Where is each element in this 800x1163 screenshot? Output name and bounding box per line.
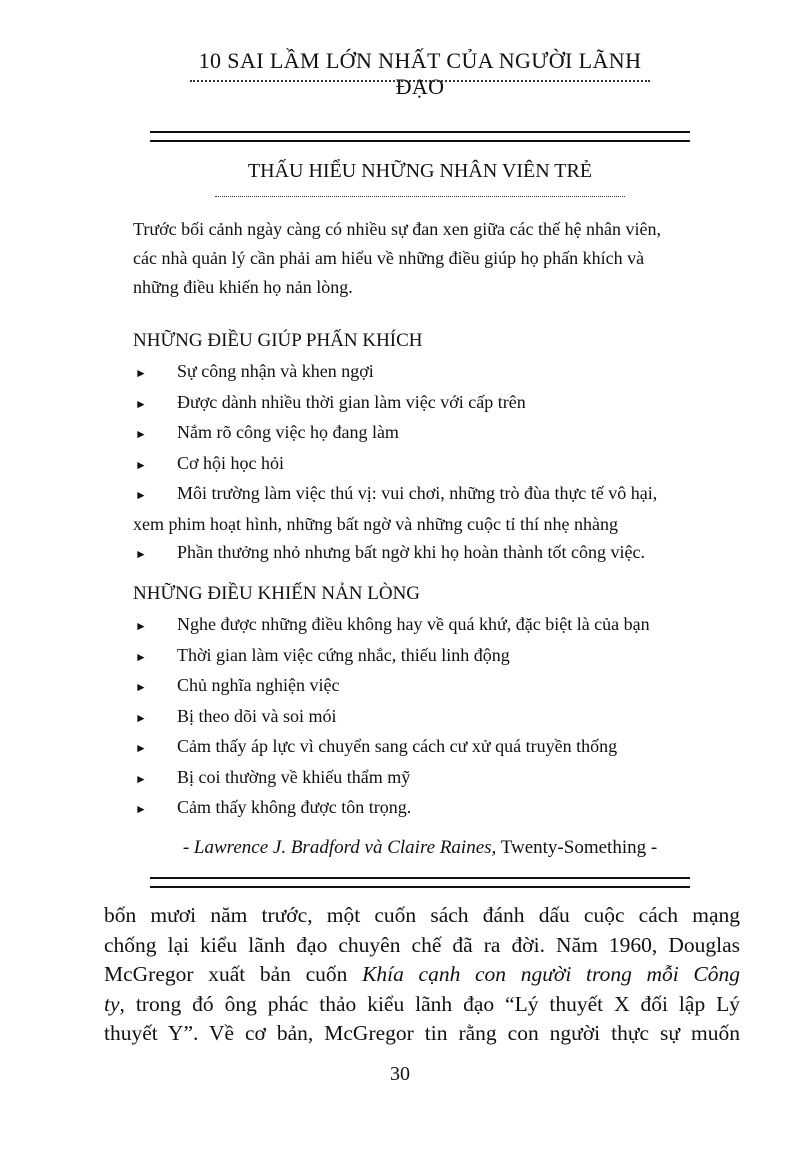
running-head-divider <box>190 80 650 82</box>
list-item: ► Bị coi thường về khiếu thẩm mỹ <box>133 763 713 794</box>
list-item: ► Nắm rõ công việc họ đang làm <box>133 418 713 449</box>
right-pointer-icon: ► <box>135 396 147 411</box>
body-line: bốn mươi năm trước, một cuốn sách đánh dấu cuộc cách mạng <box>104 903 740 927</box>
attribution-authors: - Lawrence J. Bradford và Claire Raines, <box>182 837 497 858</box>
sidebar-title-divider <box>215 196 625 197</box>
body-line: ty, trong đó ông phác thảo kiểu lãnh đạo “Lý thuyết X đối lập Lý <box>104 991 740 1016</box>
right-pointer-icon: ► <box>135 802 147 816</box>
sidebar-top-rule <box>150 131 690 142</box>
sidebar-attribution <box>150 837 690 859</box>
list-item: ► Sự công nhận và khen ngợi <box>133 357 713 388</box>
right-pointer-icon: ► <box>135 488 147 502</box>
list-item: ► Được dành nhiều thời gian làm việc với cấp trên <box>133 388 713 419</box>
running-head: 10 SAI LẦM LỚN NHẤT CỦA NGƯỜI LÃNH ĐẠO <box>198 48 642 99</box>
motivators-heading: NHỮNG ĐIỀU GIÚP PHẤN KHÍCH <box>133 330 423 351</box>
list-item-continuation: xem phim hoạt hình, những bất ngờ và những cuộc tỉ thí nhẹ nhàng <box>133 513 618 534</box>
intro-line: các nhà quản lý cần phải am hiểu về những điều giúp họ phấn khích và <box>133 248 645 268</box>
right-pointer-icon: ► <box>135 427 147 441</box>
attribution-book: Twenty-Something - <box>500 837 658 858</box>
list-item: ► Phần thưởng nhỏ nhưng bất ngờ khi họ hoàn thành tốt công việc. <box>133 538 713 569</box>
demotivators-list <box>133 610 713 824</box>
book-title: ty <box>104 991 120 1016</box>
sidebar-bottom-rule <box>150 877 690 888</box>
motivators-list <box>133 357 713 569</box>
list-item: ► Chủ nghĩa nghiện việc <box>133 671 713 702</box>
list-item: ► Cơ hội học hỏi <box>133 449 713 480</box>
book-title: Khía cạnh con người trong mỗi Công <box>362 962 740 986</box>
sidebar-title: THẤU HIỂU NHỮNG NHÂN VIÊN TRẺ <box>247 160 593 182</box>
right-pointer-icon: ► <box>135 547 147 561</box>
body-paragraph <box>104 901 740 1049</box>
list-item: ► Bị theo dõi và soi mói <box>133 702 713 733</box>
intro-line: những điều khiến họ nản lòng. <box>133 277 353 297</box>
right-pointer-icon: ► <box>135 649 147 664</box>
sidebar-intro <box>133 215 703 302</box>
right-pointer-icon: ► <box>135 366 147 380</box>
page-number: 30 <box>390 1063 410 1085</box>
intro-line: Trước bối cảnh ngày càng có nhiều sự đan xen giữa các thế hệ nhân viên, <box>133 219 661 239</box>
list-item: ► Cảm thấy không được tôn trọng. <box>133 793 713 824</box>
right-pointer-icon: ► <box>135 710 147 725</box>
right-pointer-icon: ► <box>135 741 147 755</box>
body-line: McGregor xuất bản cuốn Khía cạnh con người trong mỗi Công <box>104 962 740 986</box>
right-pointer-icon: ► <box>135 457 147 472</box>
list-item: ► Môi trường làm việc thú vị: vui chơi, những trò đùa thực tế vô hại, <box>133 479 713 510</box>
list-item: ► Cảm thấy áp lực vì chuyển sang cách cư xử quá truyền thống <box>133 732 713 763</box>
demotivators-heading: NHỮNG ĐIỀU KHIẾN NẢN LÒNG <box>133 583 421 604</box>
body-line: thuyết Y”. Về cơ bản, McGregor tin rằng con người thực sự muốn <box>104 1021 740 1045</box>
list-item: ► Nghe được những điều không hay về quá khứ, đặc biệt là của bạn <box>133 610 713 641</box>
right-pointer-icon: ► <box>135 680 147 694</box>
right-pointer-icon: ► <box>135 771 147 786</box>
body-line: chống lại kiểu lãnh đạo chuyên chế đã ra đời. Năm 1960, Douglas <box>104 932 740 957</box>
right-pointer-icon: ► <box>135 619 147 633</box>
list-item: ► Thời gian làm việc cứng nhắc, thiếu linh động <box>133 641 713 672</box>
